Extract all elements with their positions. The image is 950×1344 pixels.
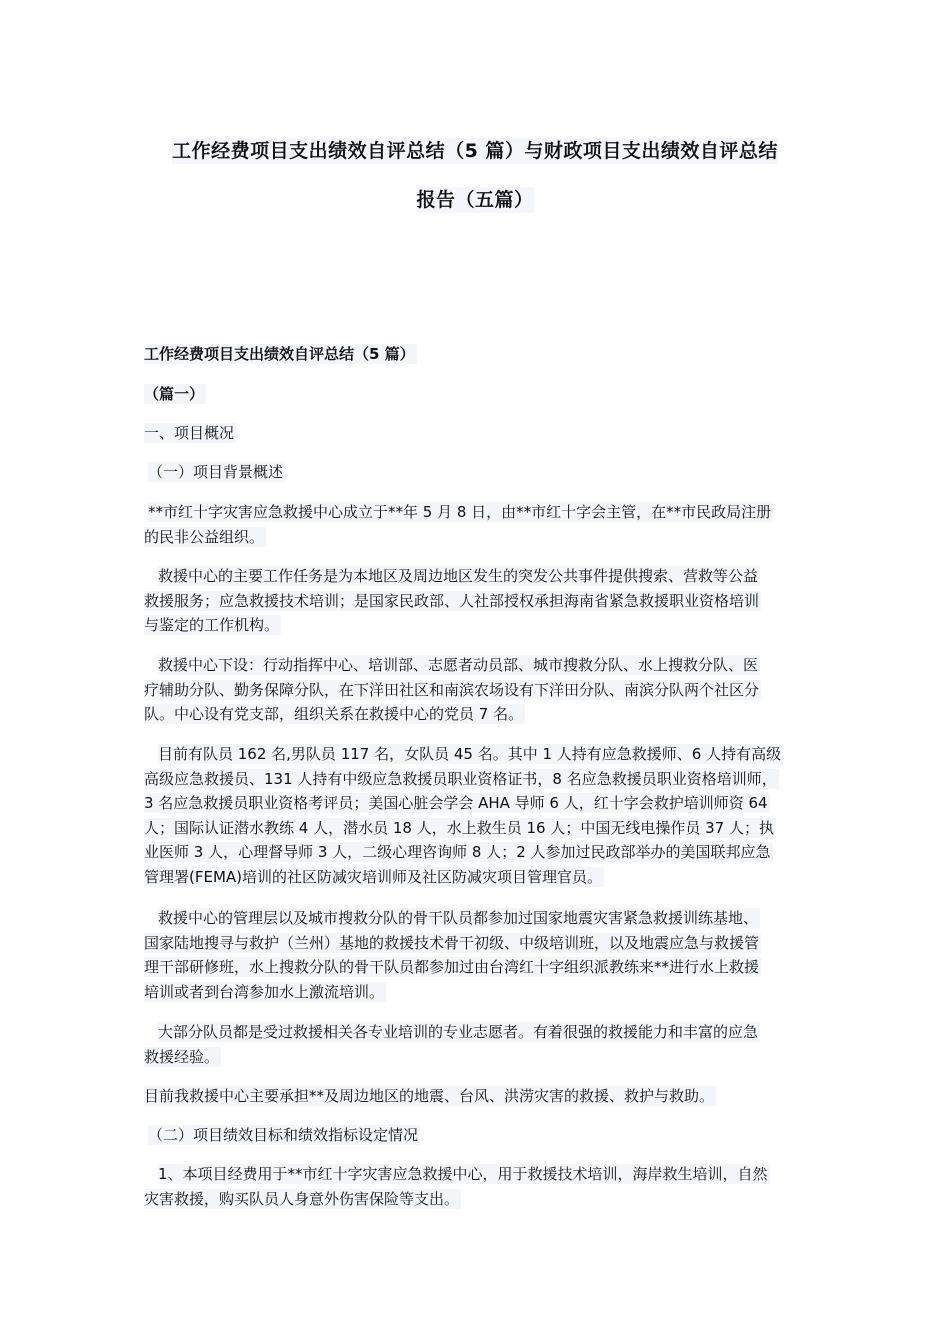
document-title-line-2: 报告（五篇） [416, 189, 534, 211]
heading-project-background: （一）项目背景概述 [148, 463, 284, 481]
paragraph-2: 救援中心的主要工作任务是为本地区及周边地区发生的突发公共事件提供搜索、营救等公益 救援服务；应急救援技术培训；是国家民政部、人社部授权承担海南省紧急救援职业资格培训 与鉴定的工作机构。 [144, 567, 760, 634]
part-heading: （篇一） [144, 385, 205, 403]
heading-project-overview: 一、项目概况 [144, 424, 235, 442]
paragraph-7: 目前我救援中心主要承担**及周边地区的地震、台风、洪涝灾害的救援、救护与救助。 [144, 1087, 715, 1105]
paragraph-5: 救援中心的管理层以及城市搜救分队的骨干队员都参加过国家地震灾害紧急救援训练基地、 国家陆地搜寻与救护（兰州）基地的救援技术骨干初级、中级培训班，以及地震应急与救援管 理干部研修班，水上搜救分队的骨干队员都参加过由台湾红十字组织派教练来**进行水上救援 培训或者到台湾参加水上激流培训。 [144, 909, 760, 1001]
paragraph-4: 目前有队员 162 名,男队员 117 名，女队员 45 名。其中 1 人持有应急救援师、6 人持有高级 高级应急救援员、131 人持有中级应急救援员职业资格证书，8 名应急救援员职业资格培训师， 3 名应急救援员职业资格考评员；美国心脏会学会 AHA 导师 6 人，红十字会救护培训师资 64 人；国际认证潜水教练 4 人，潜水员 18 人，水上救生员 16 人；中国无线电操作员 37 人；执 业医师 3 人，心理督导师 3 人，二级心理咨询师 8 人；2 人参加过民政部举办的美国联邦应急 管理署(FEMA)培训的社区防减灾培训师及社区防减灾项目管理官员。 [144, 745, 782, 886]
heading-performance-goals: （二）项目绩效目标和绩效指标设定情况 [148, 1126, 419, 1144]
paragraph-1: **市红十字灾害应急救援中心成立于**年 5 月 8 日，由**市红十字会主管，在**市民政局注册 的民非公益组织。 [144, 503, 772, 546]
paragraph-6: 大部分队员都是受过救援相关各专业培训的专业志愿者。有着很强的救援能力和丰富的应急 救援经验。 [144, 1023, 759, 1066]
section-title: 工作经费项目支出绩效自评总结（5 篇） [144, 345, 415, 363]
paragraph-8: 1、本项目经费用于**市红十字灾害应急救援中心，用于救援技术培训，海岸救生培训，自然 灾害救援，购买队员人身意外伤害保险等支出。 [144, 1165, 768, 1208]
document-title-line-1: 工作经费项目支出绩效自评总结（5 篇）与财政项目支出绩效自评总结 [172, 140, 778, 162]
paragraph-3: 救援中心下设：行动指挥中心、培训部、志愿者动员部、城市搜救分队、水上搜救分队、医 疗辅助分队、勤务保障分队，在下洋田社区和南滨农场设有下洋田分队、南滨分队两个社区分 队。中心设有党支部，组织关系在救援中心的党员 7 名。 [144, 656, 760, 723]
